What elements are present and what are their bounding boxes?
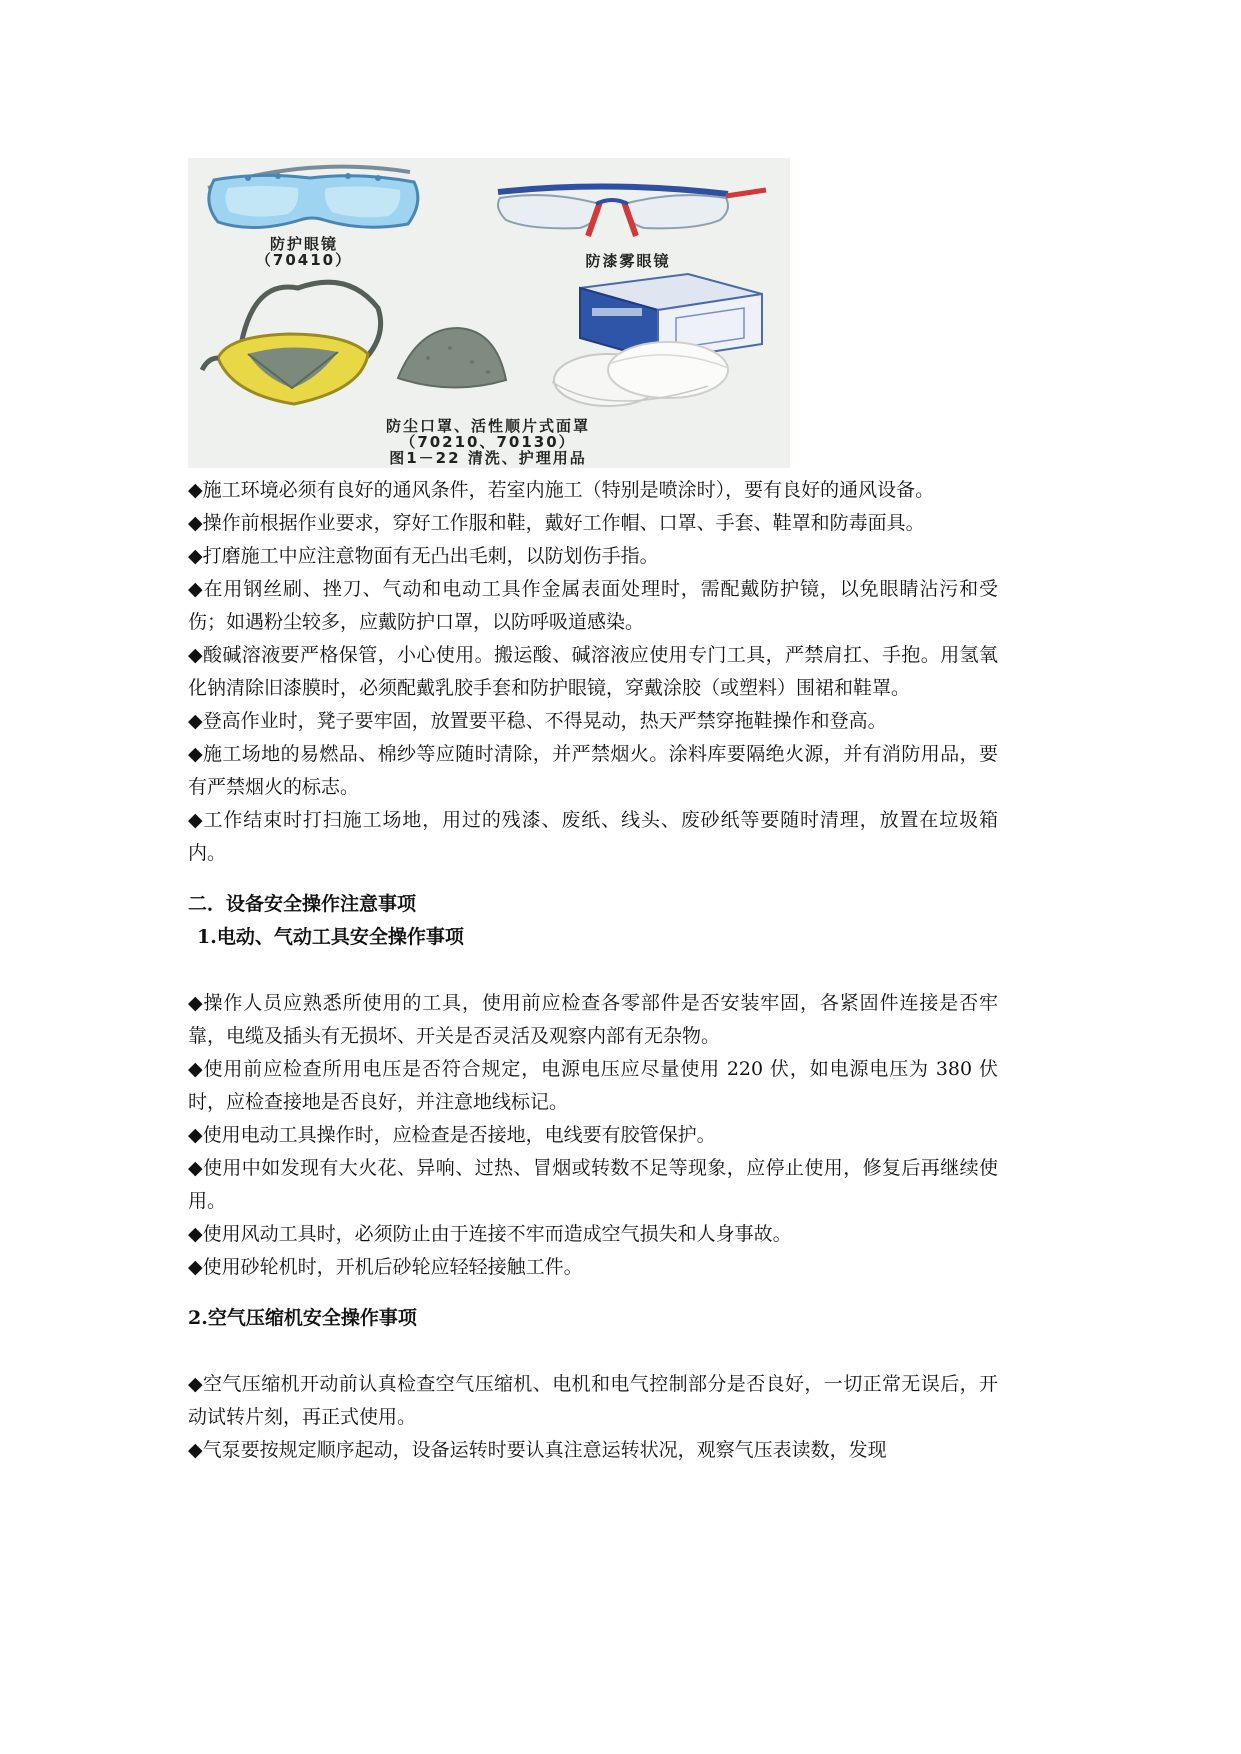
- goggles-code: （70410）: [255, 251, 353, 269]
- dust-mask-image: [202, 282, 381, 404]
- goggles-name: 防护眼镜: [269, 235, 338, 253]
- spacer: [188, 1335, 998, 1368]
- list-item: ◆工作结束时打扫施工场地，用过的残漆、废纸、线头、废砂纸等要随时清理，放置在垃圾箱内。: [188, 809, 998, 864]
- spacer: [188, 1284, 998, 1302]
- disposable-masks-image: [552, 342, 728, 406]
- spray-glasses-label: 防漆雾眼镜: [585, 252, 671, 270]
- masks-name: 防尘口罩、活性顺片式面罩: [385, 417, 590, 435]
- list-item: ◆空气压缩机开动前认真检查空气压缩机、电机和电气控制部分是否良好，一切正常无误后，开动试转片刻，再正式使用。: [188, 1373, 998, 1428]
- list-item: ◆使用中如发现有大火花、异响、过热、冒烟或转数不足等现象，应停止使用，修复后再继续使用。: [188, 1157, 998, 1212]
- list-item: ◆使用前应检查所用电压是否符合规定，电源电压应尽量使用 220 伏，如电源电压为 380 伏时，应检查接地是否良好，并注意地线标记。: [188, 1058, 998, 1113]
- document-body: [188, 474, 998, 1467]
- spray-glasses-image: [498, 186, 766, 236]
- document-page: [188, 158, 998, 1467]
- figure-caption: 图1－22 清洗、护理用品: [389, 449, 587, 467]
- subsection-heading-power-tools: 1.电动、气动工具安全操作事项: [197, 926, 464, 948]
- list-item: ◆在用钢丝刷、挫刀、气动和电动工具作金属表面处理时，需配戴防护镜，以免眼睛沾污和受伤；如遇粉尘较多，应戴防护口罩，以防呼吸道感染。: [188, 578, 998, 633]
- list-item: ◆使用砂轮机时，开机后砂轮应轻轻接触工件。: [188, 1256, 583, 1278]
- list-item: ◆施工环境必须有良好的通风条件，若室内施工（特别是喷涂时），要有良好的通风设备。: [188, 479, 935, 501]
- section-heading: 二．设备安全操作注意事项: [188, 893, 417, 915]
- masks-code: （70210、70130）: [400, 433, 576, 451]
- goggles-label: [244, 236, 364, 268]
- carbon-filter-pad-image: [398, 328, 506, 388]
- masks-label: [288, 418, 688, 466]
- list-item: ◆登高作业时，凳子要牢固，放置要平稳、不得晃动，热天严禁穿拖鞋操作和登高。: [188, 710, 887, 732]
- subsection-heading-air-compressor: 2.空气压缩机安全操作事项: [188, 1307, 417, 1329]
- list-item: ◆使用风动工具时，必须防止由于连接不牢而造成空气损失和人身事故。: [188, 1223, 792, 1245]
- protective-goggles-image: [208, 167, 418, 228]
- list-item: ◆使用电动工具操作时，应检查是否接地，电线要有胶管保护。: [188, 1124, 716, 1146]
- list-item: ◆操作人员应熟悉所使用的工具，使用前应检查各零部件是否安装牢固，各紧固件连接是否牢靠，电缆及插头有无损坏、开关是否灵活及观察内部有无杂物。: [188, 992, 998, 1047]
- safety-equipment-figure: [188, 158, 790, 468]
- spacer: [188, 870, 998, 888]
- list-item: ◆打磨施工中应注意物面有无凸出毛刺，以防划伤手指。: [188, 545, 659, 567]
- list-item: ◆施工场地的易燃品、棉纱等应随时清除，并严禁烟火。涂料库要隔绝火源，并有消防用品，要有严禁烟火的标志。: [188, 743, 998, 798]
- spacer: [188, 954, 998, 987]
- list-item: ◆酸碱溶液要严格保管，小心使用。搬运酸、碱溶液应使用专门工具，严禁肩扛、手抱。用氢氧化钠清除旧漆膜时，必须配戴乳胶手套和防护眼镜，穿戴涂胶（或塑料）围裙和鞋罩。: [188, 644, 998, 699]
- list-item: ◆气泵要按规定顺序起动，设备运转时要认真注意运转状况，观察气压表读数，发现: [188, 1439, 887, 1461]
- list-item: ◆操作前根据作业要求，穿好工作服和鞋，戴好工作帽、口罩、手套、鞋罩和防毒面具。: [188, 512, 925, 534]
